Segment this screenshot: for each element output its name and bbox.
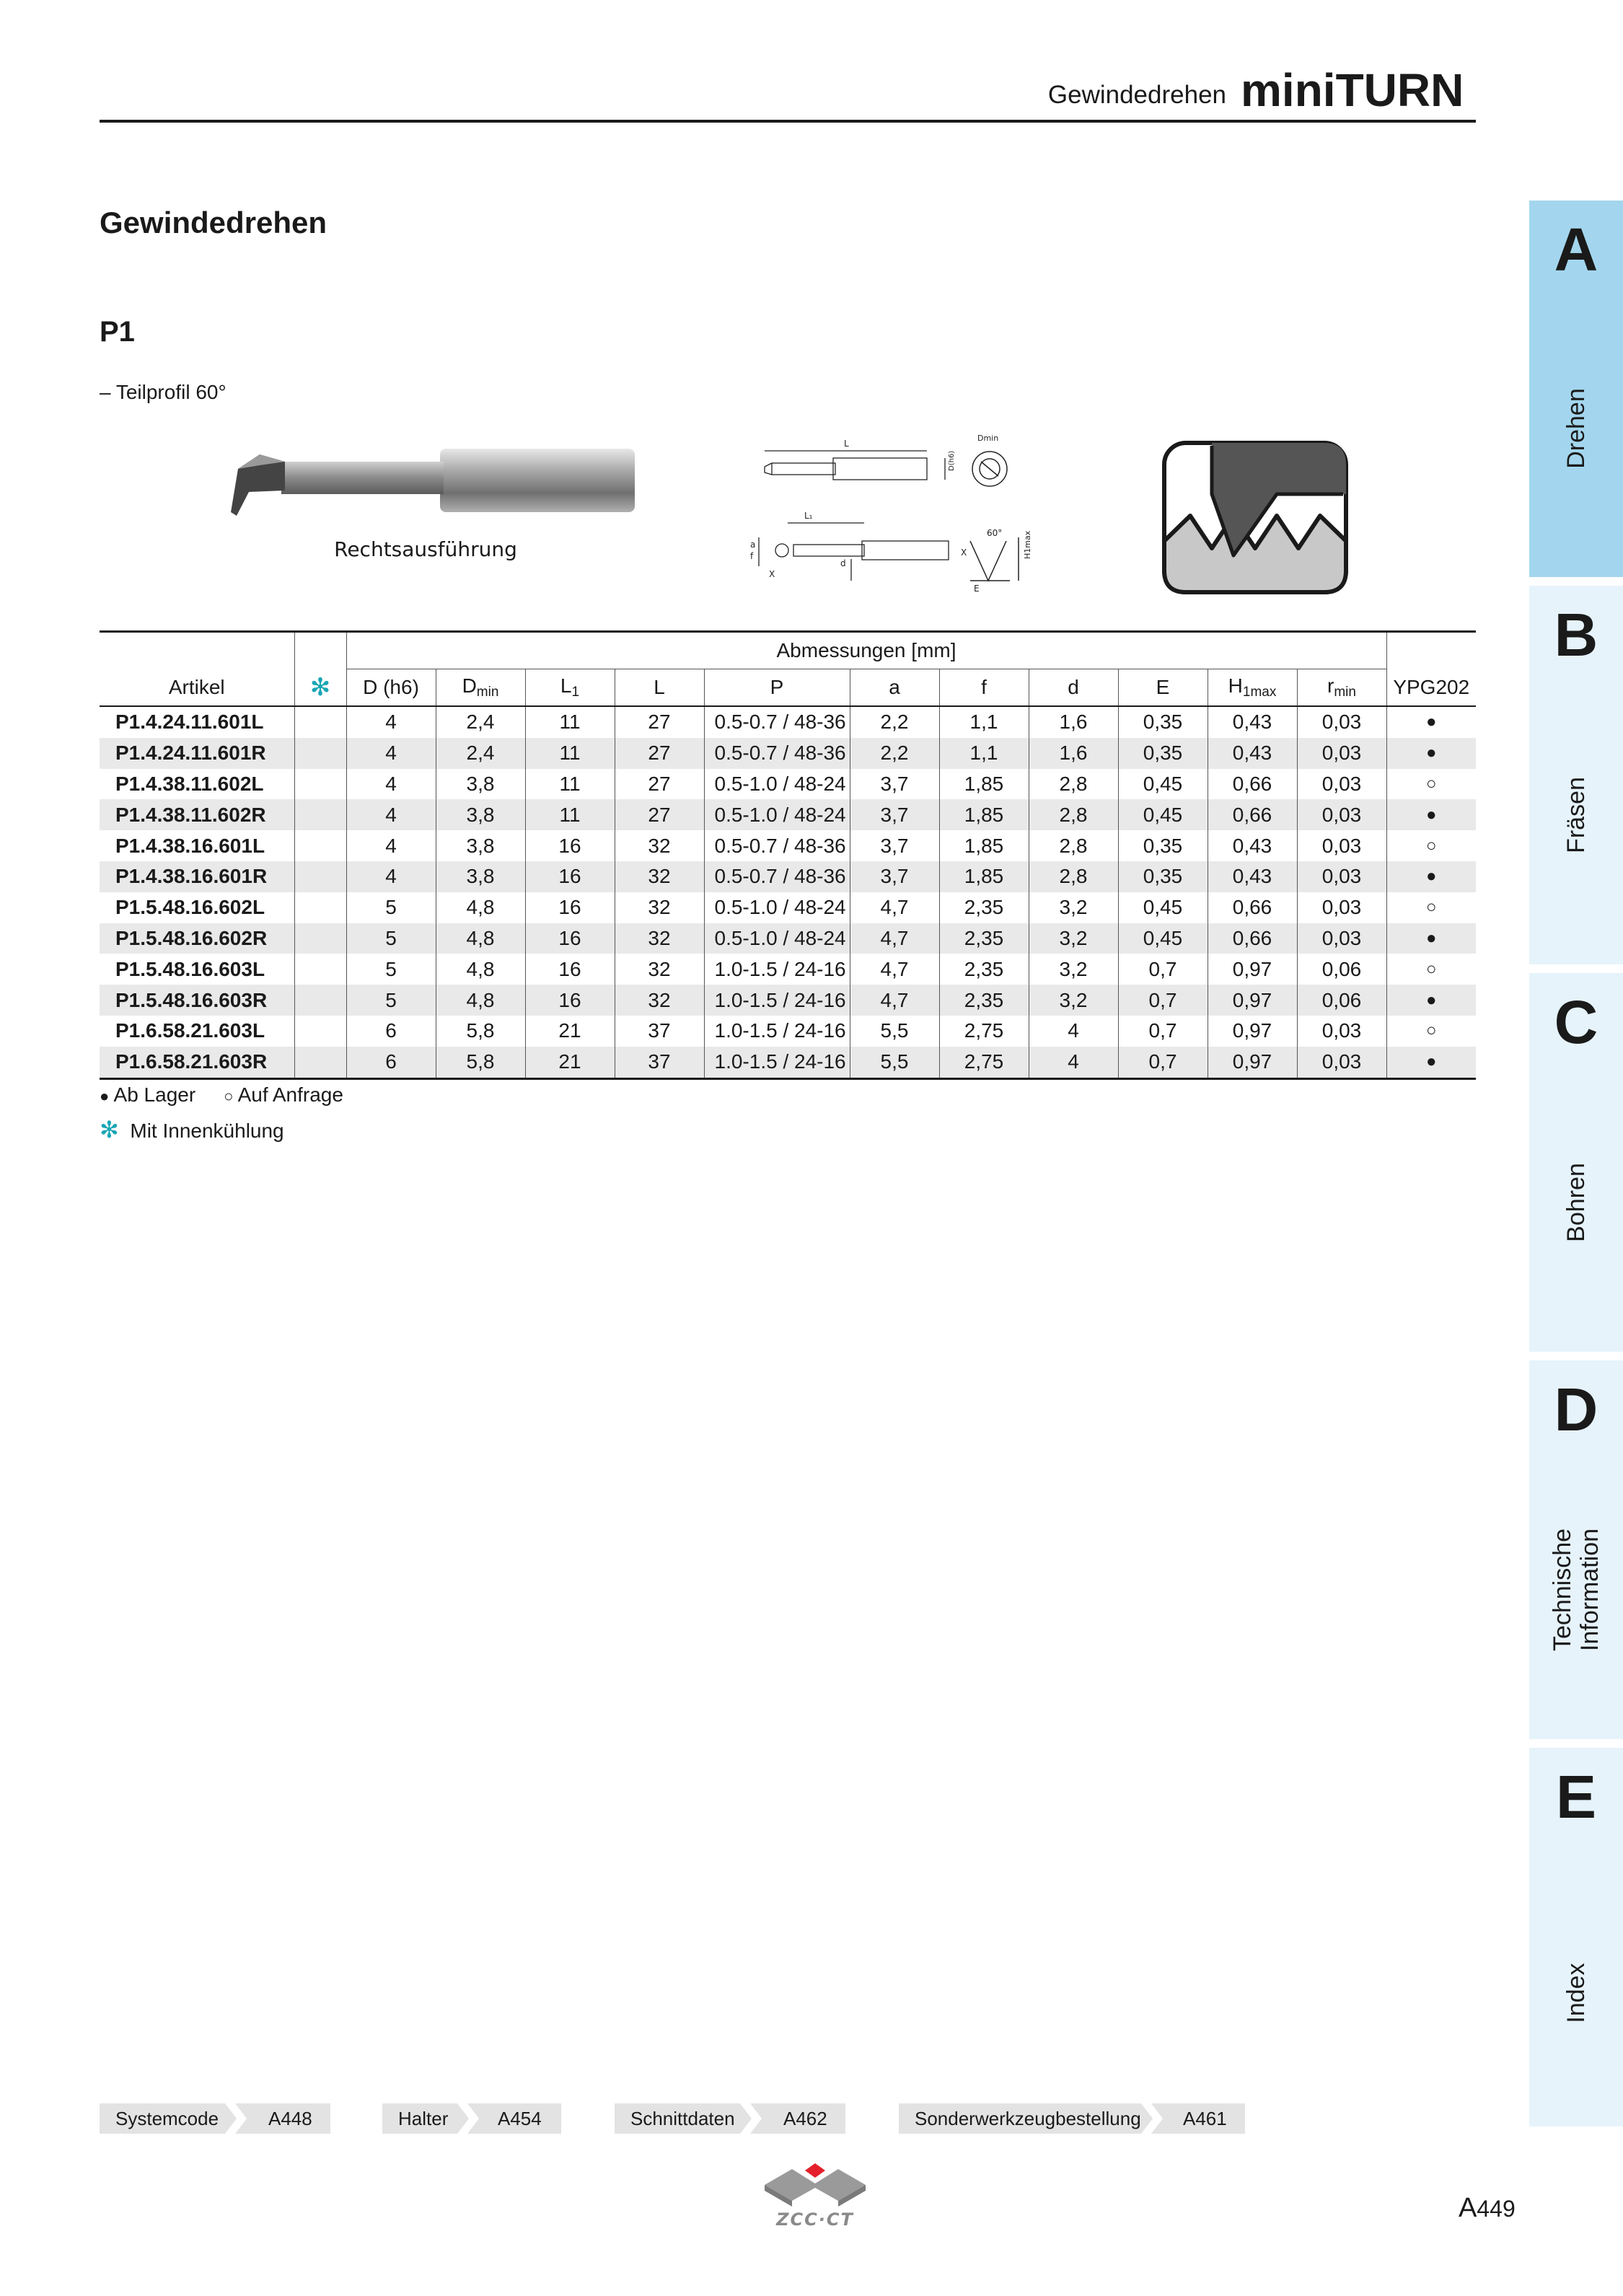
logo-text: ZCC·CT xyxy=(776,2209,854,2230)
nav-link-sonderwerkzeug[interactable] xyxy=(899,2103,1245,2134)
side-tab-e[interactable] xyxy=(1529,1748,1623,2126)
cell-d: 2,8 xyxy=(1029,769,1118,800)
table-row xyxy=(100,1047,1476,1078)
cell-artikel: P1.4.38.11.602R xyxy=(100,799,294,830)
cell-a: 3,7 xyxy=(850,861,939,892)
side-tab-label: Bohren xyxy=(1562,1163,1590,1242)
cell-artikel: P1.6.58.21.603L xyxy=(115,1019,265,1042)
cell-p: 0.5-1.0 / 48-24 xyxy=(704,892,850,923)
side-tab-a[interactable] xyxy=(1529,201,1623,577)
cell-l1: 11 xyxy=(525,738,615,769)
cell-d: 4 xyxy=(1029,1016,1118,1047)
cell-p: 0.5-0.7 / 48-36 xyxy=(704,830,850,861)
drawing-label-e: E xyxy=(974,584,980,594)
cell-rmin: 0,03 xyxy=(1297,799,1386,830)
cell-dmin: 4,8 xyxy=(436,923,525,954)
col-header-rmin: $r_{min}$ xyxy=(1297,669,1386,707)
col-header-l1: $L_1$ xyxy=(525,669,615,707)
cell-d: 1,6 xyxy=(1029,738,1118,769)
nav-link-halter[interactable] xyxy=(382,2103,561,2134)
cell-e: 0,7 xyxy=(1118,954,1208,985)
cell-p: 1.0-1.5 / 24-16 xyxy=(704,985,850,1016)
side-tab-c[interactable] xyxy=(1529,973,1623,1352)
cell-l: 27 xyxy=(615,706,704,738)
side-tab-letter: E xyxy=(1555,1763,1597,1831)
nav-ref: A462 xyxy=(783,2108,827,2129)
cell-d: 3,2 xyxy=(1029,954,1118,985)
cell-rmin: 0,03 xyxy=(1297,923,1386,954)
cell-l: 32 xyxy=(615,985,704,1016)
cell-stock: ● xyxy=(1386,706,1476,738)
cell-l: 32 xyxy=(615,923,704,954)
technical-drawing xyxy=(736,429,1075,595)
cell-coolant xyxy=(294,923,346,954)
cell-f: 1,1 xyxy=(939,738,1029,769)
nav-link-systemcode[interactable] xyxy=(100,2103,330,2134)
cell-h1max: 0,43 xyxy=(1208,861,1297,892)
drawing-label-f: f xyxy=(750,551,754,561)
cell-e: 0,7 xyxy=(1118,1016,1208,1047)
cell-d: 3,2 xyxy=(1029,923,1118,954)
table-group-header: Abmessungen [mm] xyxy=(346,632,1386,669)
side-tab-letter: C xyxy=(1554,988,1598,1056)
cell-dmin: 5,8 xyxy=(436,1047,525,1078)
cell-coolant xyxy=(294,830,346,861)
cell-l1: 16 xyxy=(525,923,615,954)
cell-a: 3,7 xyxy=(850,830,939,861)
cell-f: 1,85 xyxy=(939,861,1029,892)
cell-f: 2,35 xyxy=(939,923,1029,954)
cell-h1max: 0,97 xyxy=(1208,1047,1297,1078)
cell-l: 27 xyxy=(615,799,704,830)
cell-d-h6: 4 xyxy=(346,738,436,769)
cell-f: 2,75 xyxy=(939,1016,1029,1047)
cell-d: 3,2 xyxy=(1029,985,1118,1016)
cell-stock: ● xyxy=(1386,799,1476,830)
side-tab-b[interactable] xyxy=(1529,586,1623,964)
cell-artikel: P1.4.24.11.601L xyxy=(115,711,264,734)
cell-stock: ● xyxy=(1386,923,1476,954)
cell-d: 2,8 xyxy=(1029,861,1118,892)
cell-stock: ● xyxy=(1386,738,1476,769)
drawing-label-h1max: H1max xyxy=(1023,530,1032,559)
drawing-label-l: L xyxy=(844,439,849,449)
header-divider xyxy=(100,120,1476,123)
product-title: P1 xyxy=(100,316,135,348)
cell-d-h6: 4 xyxy=(346,830,436,861)
cell-artikel: P1.4.38.11.602L xyxy=(115,772,264,795)
drawing-label-dh6: D(h6) xyxy=(948,450,956,471)
cell-h1max: 0,97 xyxy=(1208,1016,1297,1047)
cell-stock: ● xyxy=(1386,1047,1476,1078)
cell-d-h6: 5 xyxy=(346,985,436,1016)
cell-f: 1,85 xyxy=(939,830,1029,861)
cell-rmin: 0,06 xyxy=(1297,985,1386,1016)
cell-rmin: 0,03 xyxy=(1297,738,1386,769)
cell-f: 2,35 xyxy=(939,954,1029,985)
cell-l: 32 xyxy=(615,830,704,861)
side-tab-label: Drehen xyxy=(1562,388,1590,469)
cell-stock: ● xyxy=(1386,861,1476,892)
table-row xyxy=(100,923,1476,954)
cell-e: 0,45 xyxy=(1118,799,1208,830)
cell-e: 0,45 xyxy=(1118,923,1208,954)
cell-coolant xyxy=(294,1016,346,1047)
cell-p: 0.5-0.7 / 48-36 xyxy=(704,861,850,892)
cell-f: 1,1 xyxy=(939,706,1029,738)
cell-d-h6: 5 xyxy=(346,892,436,923)
cell-dmin: 4,8 xyxy=(436,892,525,923)
cell-l1: 21 xyxy=(525,1016,615,1047)
side-tab-letter: B xyxy=(1554,601,1598,669)
cell-e: 0,7 xyxy=(1118,985,1208,1016)
cell-p: 0.5-0.7 / 48-36 xyxy=(704,738,850,769)
cell-d-h6: 5 xyxy=(346,923,436,954)
table-row xyxy=(100,738,1476,769)
cell-a: 2,2 xyxy=(850,738,939,769)
on-request-icon: ○ xyxy=(224,1087,234,1105)
cell-d-h6: 4 xyxy=(346,769,436,800)
cell-l1: 16 xyxy=(525,985,615,1016)
cell-a: 5,5 xyxy=(850,1016,939,1047)
cell-d-h6: 4 xyxy=(346,861,436,892)
col-header-artikel: Artikel xyxy=(100,669,294,707)
nav-ref: A454 xyxy=(498,2108,542,2129)
nav-ref: A461 xyxy=(1183,2108,1227,2129)
chevron-right-icon xyxy=(740,2103,762,2134)
cell-dmin: 4,8 xyxy=(436,985,525,1016)
cell-artikel: P1.5.48.16.602R xyxy=(100,923,294,954)
cell-d: 2,8 xyxy=(1029,799,1118,830)
photo-caption: Rechtsausführung xyxy=(334,537,517,561)
cell-p: 0.5-1.0 / 48-24 xyxy=(704,799,850,830)
section-title: Gewindedrehen xyxy=(100,206,327,239)
nav-link-schnittdaten[interactable] xyxy=(615,2103,845,2134)
cell-h1max: 0,66 xyxy=(1208,769,1297,800)
legend-coolant xyxy=(100,1116,284,1143)
cell-rmin: 0,03 xyxy=(1297,1047,1386,1078)
cell-coolant xyxy=(294,799,346,830)
cell-d: 3,2 xyxy=(1029,892,1118,923)
cell-f: 1,85 xyxy=(939,769,1029,800)
drawing-label-angle: 60° xyxy=(987,528,1003,538)
coolant-icon: ✻ xyxy=(294,669,346,707)
cell-dmin: 3,8 xyxy=(436,830,525,861)
cell-l: 32 xyxy=(615,892,704,923)
side-tab-letter: D xyxy=(1554,1376,1598,1443)
page-number: A449 xyxy=(1459,2193,1516,2223)
cell-h1max: 0,66 xyxy=(1208,799,1297,830)
cell-a: 2,2 xyxy=(850,706,939,738)
side-tab-letter: A xyxy=(1554,216,1598,283)
col-header-h1max: $H_{1max}$ xyxy=(1208,669,1297,707)
table-row xyxy=(100,892,1476,923)
cell-a: 3,7 xyxy=(850,799,939,830)
cell-artikel: P1.5.48.16.603L xyxy=(115,957,265,980)
cell-h1max: 0,43 xyxy=(1208,738,1297,769)
cell-l1: 21 xyxy=(525,1047,615,1078)
cell-rmin: 0,03 xyxy=(1297,861,1386,892)
col-header-f: f xyxy=(939,669,1029,707)
cell-f: 2,35 xyxy=(939,985,1029,1016)
coolant-legend-icon: ✻ xyxy=(100,1117,119,1143)
legend-on-request: Auf Anfrage xyxy=(237,1083,343,1106)
cell-rmin: 0,03 xyxy=(1297,830,1386,861)
nav-label: Systemcode xyxy=(115,2108,219,2129)
cell-stock: ○ xyxy=(1386,830,1476,861)
cell-l: 32 xyxy=(615,954,704,985)
cell-h1max: 0,43 xyxy=(1208,830,1297,861)
cell-l1: 11 xyxy=(525,706,615,738)
cell-dmin: 3,8 xyxy=(436,861,525,892)
legend-coolant-text: Mit Innenkühlung xyxy=(130,1120,284,1142)
cell-artikel: P1.4.38.16.601L xyxy=(115,834,265,857)
cell-e: 0,7 xyxy=(1118,1047,1208,1078)
cell-l1: 16 xyxy=(525,861,615,892)
cell-e: 0,45 xyxy=(1118,769,1208,800)
cell-d-h6: 4 xyxy=(346,799,436,830)
nav-label: Halter xyxy=(398,2108,449,2129)
cell-artikel: P1.4.24.11.601R xyxy=(100,738,294,769)
cell-h1max: 0,43 xyxy=(1208,706,1297,738)
cell-coolant xyxy=(294,892,346,923)
drawing-label-a: a xyxy=(750,540,756,550)
cell-stock: ○ xyxy=(1386,892,1476,923)
cell-coolant xyxy=(294,769,346,800)
col-header-a: a xyxy=(850,669,939,707)
cell-l: 37 xyxy=(615,1016,704,1047)
col-header-e: E xyxy=(1118,669,1208,707)
cell-stock: ○ xyxy=(1386,1016,1476,1047)
cell-l1: 16 xyxy=(525,954,615,985)
cell-l1: 11 xyxy=(525,769,615,800)
cell-e: 0,45 xyxy=(1118,892,1208,923)
cell-coolant xyxy=(294,985,346,1016)
cell-artikel: P1.5.48.16.603R xyxy=(100,985,294,1016)
cell-stock: ○ xyxy=(1386,769,1476,800)
legend-availability xyxy=(100,1083,343,1107)
cell-d: 4 xyxy=(1029,1047,1118,1078)
cell-dmin: 3,8 xyxy=(436,769,525,800)
cell-rmin: 0,03 xyxy=(1297,769,1386,800)
cell-a: 4,7 xyxy=(850,985,939,1016)
cell-h1max: 0,66 xyxy=(1208,892,1297,923)
side-tab-label: Index xyxy=(1562,1963,1590,2023)
cell-coolant xyxy=(294,1047,346,1078)
cell-dmin: 2,4 xyxy=(436,706,525,738)
drawing-label-x2: X xyxy=(961,547,967,558)
cell-a: 4,7 xyxy=(850,892,939,923)
cell-d-h6: 5 xyxy=(346,954,436,985)
table-row xyxy=(100,954,1476,985)
cell-dmin: 4,8 xyxy=(436,954,525,985)
chevron-right-icon xyxy=(1141,2103,1163,2134)
cell-dmin: 5,8 xyxy=(436,1016,525,1047)
col-header-grade: YPG202 xyxy=(1386,669,1476,707)
cell-rmin: 0,03 xyxy=(1297,1016,1386,1047)
cell-f: 1,85 xyxy=(939,799,1029,830)
cell-p: 0.5-0.7 / 48-36 xyxy=(704,706,850,738)
cell-p: 0.5-1.0 / 48-24 xyxy=(704,923,850,954)
cell-f: 2,75 xyxy=(939,1047,1029,1078)
table-row xyxy=(100,830,1476,861)
legend-in-stock: Ab Lager xyxy=(113,1083,196,1106)
cell-rmin: 0,06 xyxy=(1297,954,1386,985)
cell-d-h6: 6 xyxy=(346,1047,436,1078)
cell-coolant xyxy=(294,861,346,892)
cell-l: 27 xyxy=(615,738,704,769)
table-row xyxy=(100,861,1476,892)
col-header-p: P xyxy=(704,669,850,707)
cell-p: 1.0-1.5 / 24-16 xyxy=(704,1016,850,1047)
cell-dmin: 3,8 xyxy=(436,799,525,830)
nav-label: Schnittdaten xyxy=(630,2108,735,2129)
col-header-l: L xyxy=(615,669,704,707)
cell-e: 0,35 xyxy=(1118,830,1208,861)
cell-coolant xyxy=(294,738,346,769)
table-row xyxy=(100,985,1476,1016)
cell-d-h6: 6 xyxy=(346,1016,436,1047)
nav-label: Sonderwerkzeugbestellung xyxy=(915,2108,1141,2129)
header-brand: miniTURN xyxy=(1241,64,1464,116)
chevron-right-icon xyxy=(457,2103,479,2134)
drawing-label-dmin: Dmin xyxy=(977,434,999,443)
cell-l1: 11 xyxy=(525,799,615,830)
cell-coolant xyxy=(294,706,346,738)
chevron-right-icon xyxy=(225,2103,247,2134)
table-row xyxy=(100,1016,1476,1047)
cell-e: 0,35 xyxy=(1118,738,1208,769)
col-header-dmin: $D_{min}$ xyxy=(436,669,525,707)
cell-l1: 16 xyxy=(525,830,615,861)
cell-rmin: 0,03 xyxy=(1297,706,1386,738)
side-tab-label: Fräsen xyxy=(1562,777,1590,853)
cell-a: 3,7 xyxy=(850,769,939,800)
company-logo xyxy=(757,2153,873,2233)
table-row xyxy=(100,706,1476,738)
drawing-label-l1: L₁ xyxy=(804,511,813,521)
table-row xyxy=(100,799,1476,830)
cell-a: 4,7 xyxy=(850,954,939,985)
cell-p: 1.0-1.5 / 24-16 xyxy=(704,1047,850,1078)
cell-d: 1,6 xyxy=(1029,706,1118,738)
cell-coolant xyxy=(294,954,346,985)
product-table xyxy=(100,630,1476,1080)
col-header-d: d xyxy=(1029,669,1118,707)
product-subtitle: – Teilprofil 60° xyxy=(100,381,226,403)
cell-f: 2,35 xyxy=(939,892,1029,923)
cell-h1max: 0,66 xyxy=(1208,923,1297,954)
cell-stock: ● xyxy=(1386,985,1476,1016)
in-stock-icon: ● xyxy=(100,1087,110,1105)
cell-p: 0.5-1.0 / 48-24 xyxy=(704,769,850,800)
cell-a: 4,7 xyxy=(850,923,939,954)
header-section-name: Gewindedrehen xyxy=(1047,81,1226,109)
cell-l1: 16 xyxy=(525,892,615,923)
cell-e: 0,35 xyxy=(1118,861,1208,892)
cell-a: 5,5 xyxy=(850,1047,939,1078)
cell-dmin: 2,4 xyxy=(436,738,525,769)
side-tab-label: Technische Information xyxy=(1549,1528,1604,1652)
nav-ref: A448 xyxy=(268,2108,312,2129)
cell-h1max: 0,97 xyxy=(1208,954,1297,985)
drawing-label-d: d xyxy=(840,558,846,568)
col-header-d-h6: D (h6) xyxy=(346,669,436,707)
cell-h1max: 0,97 xyxy=(1208,985,1297,1016)
cell-l: 32 xyxy=(615,861,704,892)
cell-stock: ○ xyxy=(1386,954,1476,985)
cell-rmin: 0,03 xyxy=(1297,892,1386,923)
cell-e: 0,35 xyxy=(1118,706,1208,738)
side-tab-d[interactable] xyxy=(1529,1360,1623,1739)
cell-d: 2,8 xyxy=(1029,830,1118,861)
cell-p: 1.0-1.5 / 24-16 xyxy=(704,954,850,985)
drawing-label-x: X xyxy=(769,569,775,579)
cell-artikel: P1.4.38.16.601R xyxy=(100,861,294,892)
table-row xyxy=(100,769,1476,800)
cell-artikel: P1.5.48.16.602L xyxy=(115,896,265,919)
cell-l: 27 xyxy=(615,769,704,800)
cell-artikel: P1.6.58.21.603R xyxy=(100,1047,294,1078)
cell-l: 37 xyxy=(615,1047,704,1078)
thread-profile-icon xyxy=(1161,440,1349,595)
cell-d-h6: 4 xyxy=(346,706,436,738)
